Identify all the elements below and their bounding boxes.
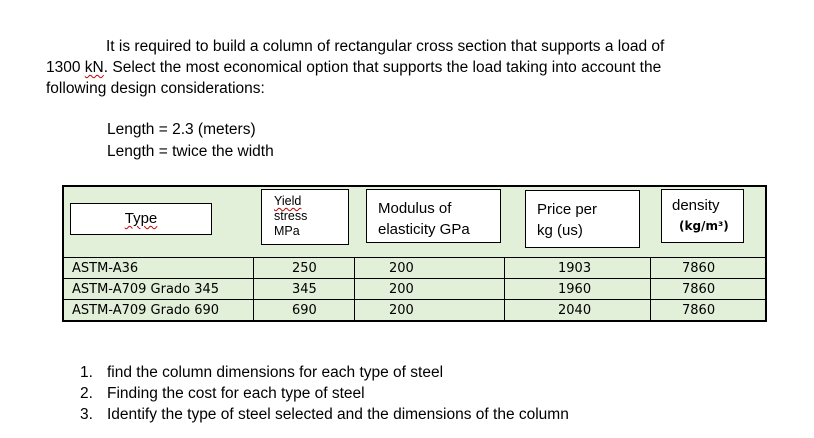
condition-ratio: Length = twice the width bbox=[107, 143, 274, 160]
header-price-line1: Price per bbox=[537, 201, 598, 218]
problem-line-2 bbox=[46, 57, 786, 78]
question-number: 3. bbox=[80, 406, 93, 423]
question-list bbox=[80, 362, 569, 425]
list-item bbox=[80, 362, 569, 383]
header-type-label: Type bbox=[124, 210, 158, 227]
problem-line-1: It is required to build a column of rectangular cross section that supports a load of bbox=[106, 38, 665, 55]
header-density-line1: density bbox=[672, 197, 720, 214]
header-yield-stress bbox=[261, 189, 349, 245]
question-text: Finding the cost for each type of steel bbox=[107, 385, 365, 402]
column-divider bbox=[253, 257, 254, 320]
cell-modulus: 200 bbox=[389, 282, 414, 297]
header-type bbox=[70, 203, 212, 235]
problem-load: 1300 bbox=[46, 59, 85, 76]
problem-line-2-rest: . Select the most economical option that supports the load taking into account the bbox=[103, 59, 662, 76]
problem-load-unit: kN bbox=[84, 59, 104, 76]
question-text: find the column dimensions for each type of steel bbox=[107, 364, 444, 381]
table-row: ASTM-A709 Grado 345 345 200 1960 7860 bbox=[64, 278, 765, 300]
condition-length: Length = 2.3 (meters) bbox=[107, 121, 256, 138]
header-density bbox=[661, 189, 744, 243]
table-row: ASTM-A36 250 200 1903 7860 bbox=[64, 257, 765, 279]
header-yield-line1: Yield bbox=[274, 194, 302, 208]
list-item bbox=[80, 383, 569, 404]
cell-modulus: 200 bbox=[389, 303, 414, 318]
header-modulus-line1: Modulus of bbox=[378, 200, 452, 217]
cell-density: 7860 bbox=[682, 261, 716, 276]
cell-price: 1960 bbox=[558, 282, 592, 297]
cell-type: ASTM-A36 bbox=[72, 261, 139, 276]
cell-density: 7860 bbox=[682, 282, 716, 297]
question-number: 1. bbox=[80, 364, 93, 381]
header-yield-line2: stress bbox=[274, 209, 308, 223]
question-text: Identify the type of steel selected and the dimensions of the column bbox=[107, 406, 569, 423]
list-item bbox=[80, 404, 569, 425]
header-price-line2: kg (us) bbox=[537, 222, 583, 239]
header-density-line2: (kg/m³) bbox=[679, 219, 729, 233]
column-divider bbox=[650, 257, 651, 320]
column-divider bbox=[504, 257, 505, 320]
cell-modulus: 200 bbox=[389, 261, 414, 276]
cell-price: 2040 bbox=[558, 303, 592, 318]
header-yield-line3: MPa bbox=[274, 224, 300, 238]
cell-type: ASTM-A709 Grado 690 bbox=[72, 303, 220, 318]
cell-type: ASTM-A709 Grado 345 bbox=[72, 282, 220, 297]
problem-statement bbox=[46, 36, 786, 99]
header-modulus-line2: elasticity GPa bbox=[378, 221, 470, 238]
header-price bbox=[525, 190, 640, 248]
cell-density: 7860 bbox=[682, 303, 716, 318]
column-divider bbox=[354, 257, 355, 320]
cell-price: 1903 bbox=[558, 261, 592, 276]
question-number: 2. bbox=[80, 385, 93, 402]
table-row: ASTM-A709 Grado 690 690 200 2040 7860 bbox=[64, 299, 765, 321]
problem-line-3: following design considerations: bbox=[46, 80, 265, 97]
header-modulus bbox=[366, 189, 501, 243]
steel-properties-table bbox=[62, 185, 767, 322]
